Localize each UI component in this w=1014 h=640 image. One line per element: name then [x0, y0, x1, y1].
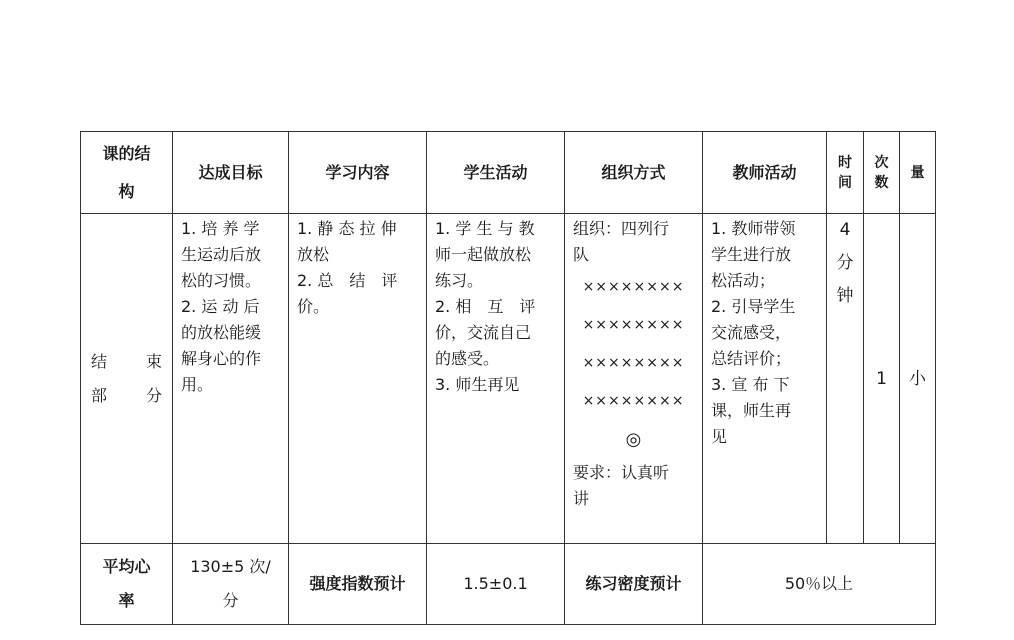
header-goal: 达成目标	[173, 132, 289, 214]
formation-row: ××××××××	[582, 355, 685, 371]
header-teacher-activity: 教师活动	[703, 132, 827, 214]
header-structure: 课的结构	[81, 132, 173, 214]
structure-char: 束	[145, 351, 162, 371]
student-activity-cell	[427, 214, 565, 544]
teacher-activity-cell	[703, 214, 827, 544]
time-char: 钟	[836, 286, 854, 306]
student-line: 价，交流自己	[435, 323, 532, 342]
goal-line: 2. 运 动 后	[181, 297, 260, 316]
teacher-line: 课，师生再	[711, 401, 792, 420]
organization-line: 组织：四列行	[573, 219, 670, 238]
student-line: 的感受。	[435, 349, 500, 368]
header-content: 学习内容	[289, 132, 427, 214]
student-line: 1. 学 生 与 教	[435, 219, 535, 238]
formation-row: ××××××××	[582, 279, 685, 295]
student-line: 师一起做放松	[435, 245, 532, 264]
formation-row: ××××××××	[582, 317, 685, 333]
student-line: 3. 师生再见	[435, 375, 520, 394]
teacher-line: 学生进行放	[711, 245, 792, 264]
heart-rate-value	[173, 544, 289, 625]
formation-row: ××××××××	[582, 393, 685, 409]
heart-rate-label	[81, 544, 173, 625]
goal-cell	[173, 214, 289, 544]
goal-line: 1. 培 养 学	[181, 219, 260, 238]
structure-char: 结	[91, 351, 108, 371]
content-cell	[289, 214, 427, 544]
requirement-line: 要求：认真听	[573, 463, 670, 482]
organization-cell	[565, 214, 703, 544]
lesson-plan-table	[80, 131, 936, 625]
header-count: 次数	[864, 132, 900, 214]
time-cell	[827, 214, 864, 544]
teacher-line: 交流感受，	[711, 323, 792, 342]
header-row	[81, 132, 936, 214]
teacher-position-icon: ◎	[625, 429, 642, 450]
goal-line: 用。	[181, 375, 214, 394]
density-value: 50％以上	[703, 544, 936, 625]
teacher-line: 总结评价；	[711, 349, 792, 368]
structure-char: 部	[91, 385, 108, 405]
teacher-line: 松活动；	[711, 271, 776, 290]
teacher-line: 3. 宣 布 下	[711, 375, 790, 394]
header-time: 时间	[827, 132, 864, 214]
closing-section-row	[81, 214, 936, 544]
content-line: 价。	[297, 297, 330, 316]
goal-line: 生运动后放	[181, 245, 262, 264]
content-line: 2. 总 结 评	[297, 271, 398, 290]
student-line: 练习。	[435, 271, 484, 290]
amount-cell: 小	[900, 214, 936, 544]
goal-line: 松的习惯。	[181, 271, 262, 290]
goal-line: 的放松能缓	[181, 323, 262, 342]
time-char: 4	[839, 220, 851, 240]
requirement-line: 讲	[573, 489, 590, 508]
heart-rate-label-line: 平均心	[102, 557, 151, 576]
content-line: 1. 静 态 拉 伸	[297, 219, 397, 238]
header-student-activity: 学生活动	[427, 132, 565, 214]
structure-char: 分	[145, 385, 162, 405]
teacher-line: 2. 引导学生	[711, 297, 796, 316]
teacher-line: 1. 教师带领	[711, 219, 796, 238]
header-amount: 量	[900, 132, 936, 214]
heart-rate-label-line: 率	[118, 591, 135, 610]
content-line: 放松	[297, 245, 330, 264]
structure-cell	[81, 214, 173, 544]
intensity-value: 1.5±0.1	[427, 544, 565, 625]
student-line: 2. 相 互 评	[435, 297, 536, 316]
header-organization: 组织方式	[565, 132, 703, 214]
intensity-label: 强度指数预计	[289, 544, 427, 625]
summary-row	[81, 544, 936, 625]
density-label: 练习密度预计	[565, 544, 703, 625]
heart-rate-value-line: 130±5 次/	[190, 557, 271, 576]
heart-rate-value-line: 分	[222, 591, 239, 610]
organization-line: 队	[573, 245, 590, 264]
teacher-line: 见	[711, 427, 728, 446]
goal-line: 解身心的作	[181, 349, 262, 368]
count-cell: 1	[864, 214, 900, 544]
time-char: 分	[836, 253, 854, 273]
